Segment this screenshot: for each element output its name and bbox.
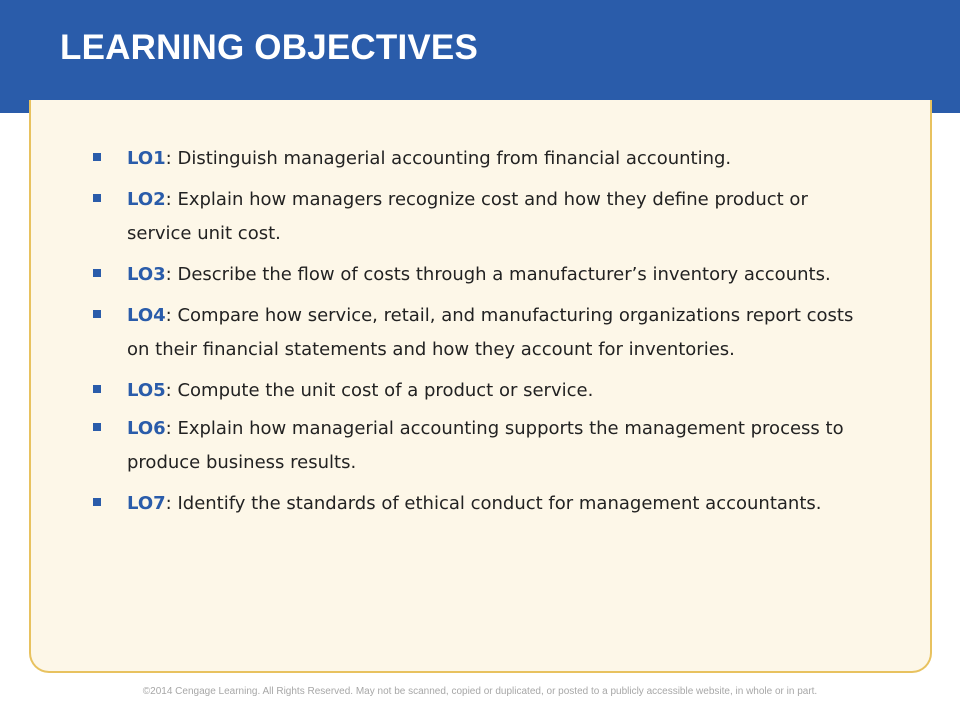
objective-separator: : bbox=[165, 305, 172, 326]
objective-text: Identify the standards of ethical conduct for management accountants. bbox=[171, 493, 822, 514]
square-bullet-icon bbox=[93, 385, 101, 393]
objective-separator: : bbox=[165, 264, 172, 285]
objective-text: Compare how service, retail, and manufacturing organizations report costs on their financial statements and how they account for inventories. bbox=[127, 305, 854, 360]
objective-code: LO5 bbox=[127, 380, 166, 401]
objective-code: LO1 bbox=[127, 148, 166, 169]
objective-lo6 bbox=[93, 412, 863, 480]
square-bullet-icon bbox=[93, 310, 101, 318]
title-bar bbox=[0, 0, 960, 113]
objective-text: Explain how managerial accounting supports the management process to produce business results. bbox=[127, 418, 844, 473]
copyright-footer: ©2014 Cengage Learning. All Rights Reserved. May not be scanned, copied or duplicated, or posted to a publicly accessible website, in whole or in part. bbox=[142, 686, 818, 697]
objective-code: LO7 bbox=[127, 493, 166, 514]
objective-code: LO6 bbox=[127, 418, 166, 439]
objective-lo2 bbox=[93, 183, 863, 251]
objective-lo1 bbox=[93, 142, 863, 176]
square-bullet-icon bbox=[93, 423, 101, 431]
objective-code: LO2 bbox=[127, 189, 166, 210]
square-bullet-icon bbox=[93, 498, 101, 506]
objective-text: Explain how managers recognize cost and how they define product or service unit cost. bbox=[127, 189, 808, 244]
objective-separator: : bbox=[165, 493, 172, 514]
objective-text: Compute the unit cost of a product or service. bbox=[171, 380, 594, 401]
objective-separator: : bbox=[165, 148, 172, 169]
objective-separator: : bbox=[165, 189, 172, 210]
objective-lo7 bbox=[93, 487, 863, 521]
square-bullet-icon bbox=[93, 269, 101, 277]
objective-code: LO4 bbox=[127, 305, 166, 326]
objective-separator: : bbox=[165, 418, 172, 439]
objective-text: Distinguish managerial accounting from financial accounting. bbox=[171, 148, 732, 169]
slide-title: LEARNING OBJECTIVES bbox=[60, 28, 479, 67]
square-bullet-icon bbox=[93, 153, 101, 161]
square-bullet-icon bbox=[93, 194, 101, 202]
objective-text: Describe the flow of costs through a manufacturer’s inventory accounts. bbox=[171, 264, 831, 285]
objective-lo5 bbox=[93, 374, 863, 408]
objective-code: LO3 bbox=[127, 264, 166, 285]
objective-lo4 bbox=[93, 299, 863, 367]
objective-separator: : bbox=[165, 380, 172, 401]
learning-objectives-list bbox=[93, 142, 863, 528]
objective-lo3 bbox=[93, 258, 863, 292]
